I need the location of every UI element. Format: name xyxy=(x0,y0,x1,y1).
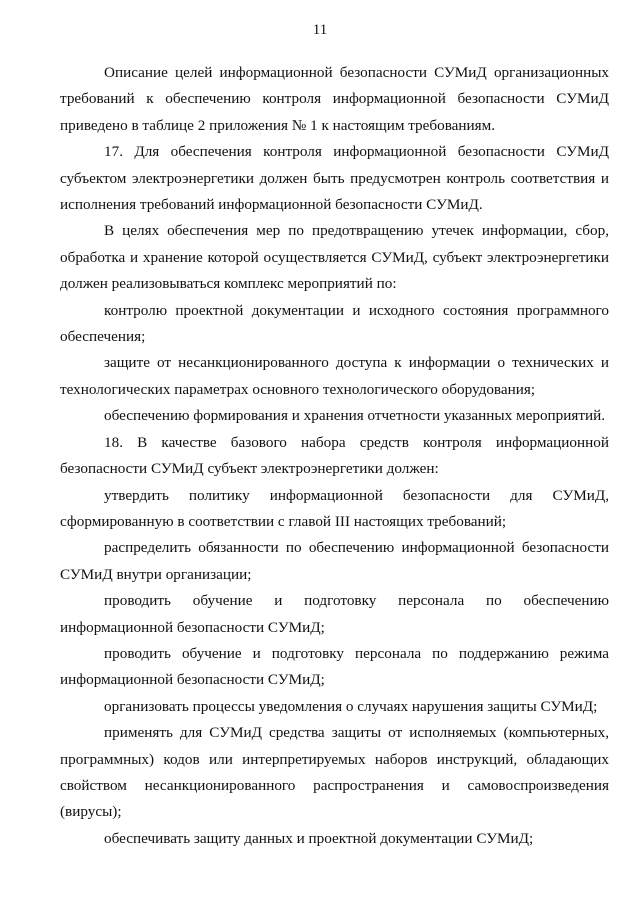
list-item-incident-notification: организовать процессы уведомления о случаях нарушения защиты СУМиД; xyxy=(104,697,598,715)
list-item-unauthorized-access: защите от несанкционированного доступа к информации о технических и технологических параметрах основного технологического оборудования; xyxy=(60,354,609,398)
paragraph-17: 17. Для обеспечения контроля информационной безопасности СУМиД субъектом электроэнергетики должен быть предусмотрен контроль соответствия и исполнения требований информационной безопасности СУМиД. xyxy=(60,143,609,214)
paragraph-leak-prevention: В целях обеспечения мер по предотвращению утечек информации, сбор, обработка и хранение которой осуществляется СУМиД, субъект электроэнергетики должен реализовываться комплекс мероприятий по: xyxy=(60,222,609,293)
document-body xyxy=(60,60,609,852)
page-number: 11 xyxy=(312,22,328,38)
paragraph-table-reference: Описание целей информационной безопасности СУМиД организационных требований к обеспечению контроля информационной безопасности СУМиД приведено в таблице 2 приложения № 1 к настоящим требованиям. xyxy=(60,64,609,134)
list-item-assign-duties: распределить обязанности по обеспечению информационной безопасности СУМиД внутри организации; xyxy=(60,539,609,583)
list-item-approve-policy: утвердить политику информационной безопасности для СУМиД, сформированную в соответствии с главой III настоящих требований; xyxy=(60,486,609,530)
list-item-design-docs-control: контролю проектной документации и исходного состояния программного обеспечения; xyxy=(60,301,609,346)
paragraph-18: 18. В качестве базового набора средств контроля информационной безопасности СУМиД субъект электроэнергетики должен: xyxy=(60,433,609,478)
list-item-antivirus: применять для СУМиД средства защиты от исполняемых (компьютерных, программных) кодов или интерпретируемых наборов инструкций, обладающих свойством несанкционированного распространения и самовоспроизведения (вирусы); xyxy=(60,724,609,821)
list-item-data-protection: обеспечивать защиту данных и проектной документации СУМиД; xyxy=(104,829,534,847)
list-item-regime-training: проводить обучение и подготовку персонала по поддержанию режима информационной безопасности СУМиД; xyxy=(60,644,609,689)
list-item-reporting: обеспечению формирования и хранения отчетности указанных мероприятий. xyxy=(104,407,606,425)
list-item-staff-training: проводить обучение и подготовку персонала по обеспечению информационной безопасности СУМиД; xyxy=(60,592,609,636)
